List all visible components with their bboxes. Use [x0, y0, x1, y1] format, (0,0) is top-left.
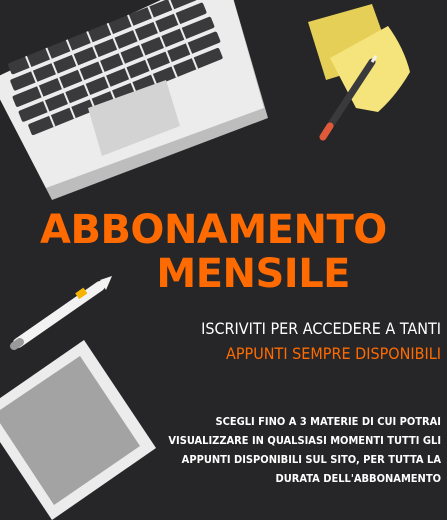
subtitle-line-2: APPUNTI SEMPRE DISPONIBILI — [226, 344, 441, 363]
laptop-icon — [0, 0, 268, 200]
page-title — [40, 207, 387, 297]
description — [141, 412, 441, 488]
subtitle-line-1: ISCRIVITI PER ACCEDERE A TANTI — [201, 319, 441, 338]
description-line: SCEGLI FINO A 3 MATERIE DI CUI POTRAI — [215, 415, 441, 428]
title-line-1: ABBONAMENTO — [40, 207, 387, 253]
title-line-2: MENSILE — [156, 251, 350, 297]
description-line: APPUNTI DISPONIBILI SUL SITO, PER TUTTA LA — [181, 453, 441, 466]
tablet-icon — [0, 340, 156, 520]
subtitle — [201, 316, 441, 366]
description-line: VISUALIZZARE IN QUALSIASI MOMENTI TUTTI GLI — [168, 434, 441, 447]
sticky-notes-icon — [308, 4, 410, 112]
description-line: DURATA DELL'ABBONAMENTO — [275, 472, 441, 485]
